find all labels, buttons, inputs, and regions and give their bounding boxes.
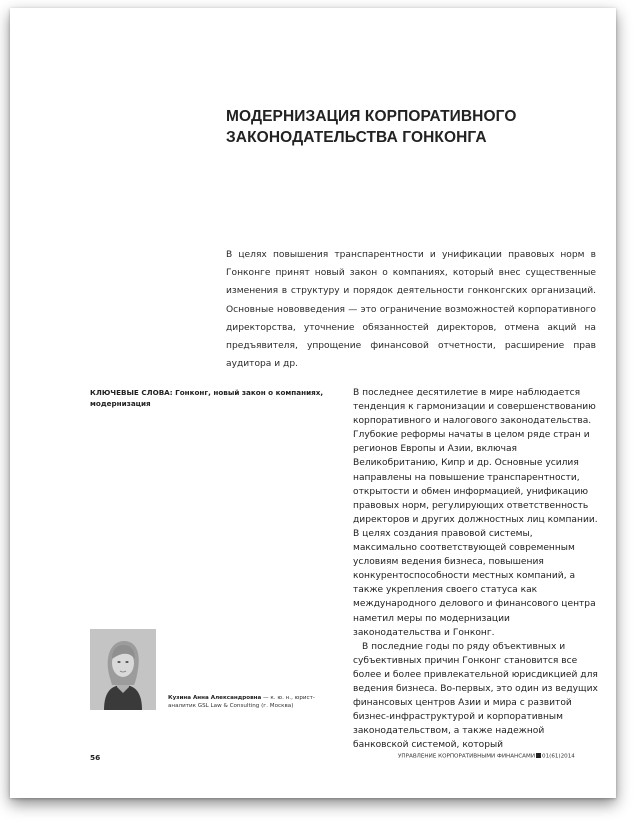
body-paragraph-2: В последние годы по ряду объективных и субъективных причин Гонконг становится все более и более привлекательной юрисдикцией для ведения бизнеса. Во-первых, это один из ведущих финансовых центров Азии и мира с развитой бизнес-инфраструктурой и корпоративным законодательством, а также надежной банковской системой, который xyxy=(353,641,598,751)
body-column xyxy=(353,386,599,752)
page-number: 56 xyxy=(90,753,101,762)
issue-number: 01(61)2014 xyxy=(542,753,575,760)
journal-name: УПРАВЛЕНИЕ КОРПОРАТИВНЫМИ ФИНАНСАМИ xyxy=(398,753,536,760)
author-details: — к. ю. н., юрист-аналитик GSL Law & Consulting (г. Москва) xyxy=(168,695,315,710)
article-title xyxy=(226,106,556,148)
magazine-page xyxy=(10,8,616,798)
running-footer xyxy=(398,753,594,760)
body-paragraph-1: В последнее десятилетие в мире наблюдается тенденция к гармонизации и совершенствованию корпоративного и налогового законодательства. Глубокие реформы начаты в целом ряде стран и регионов Европы и Азии, включая Великобританию, Кипр и др. Основные усилия направлены на повышение транспарентности, открытости и обмен информацией, унификацию правовых норм, регулирующих ответственность директоров и других должностных лиц компании. В целях создания правовой системы, максимально соответствующей современным условиям ведения бизнеса, повышения конкурентоспособности местных компаний, а также укрепления своего статуса как международного делового и финансового центра наметил меры по модернизации законодательства и Гонконг. xyxy=(353,388,598,638)
article-abstract: В целях повышения транспарентности и унификации правовых норм в Гонконге принят новый закон о компаниях, который внес существенные изменения в структуру и порядок деятельности гонконгских организаций. Основные нововведения — это ограничение возможностей корпоративного директорства, уточнение обязанностей директоров, отмена акций на предъявителя, упрощение финансовой отчетности, расширение прав аудитора и др. xyxy=(226,250,596,370)
author-info xyxy=(168,694,338,711)
keywords: КЛЮЧЕВЫЕ СЛОВА: Гонконг, новый закон о компаниях, модернизация xyxy=(90,388,324,408)
author-portrait-image xyxy=(90,629,156,710)
author-name: Кузина Анна Александровна xyxy=(168,695,262,701)
title-line-2: ЗАКОНОДАТЕЛЬСТВА ГОНКОНГА xyxy=(226,129,487,146)
square-separator-icon xyxy=(536,753,541,758)
title-line-1: МОДЕРНИЗАЦИЯ КОРПОРАТИВНОГО xyxy=(226,108,517,125)
author-photo xyxy=(90,629,156,710)
